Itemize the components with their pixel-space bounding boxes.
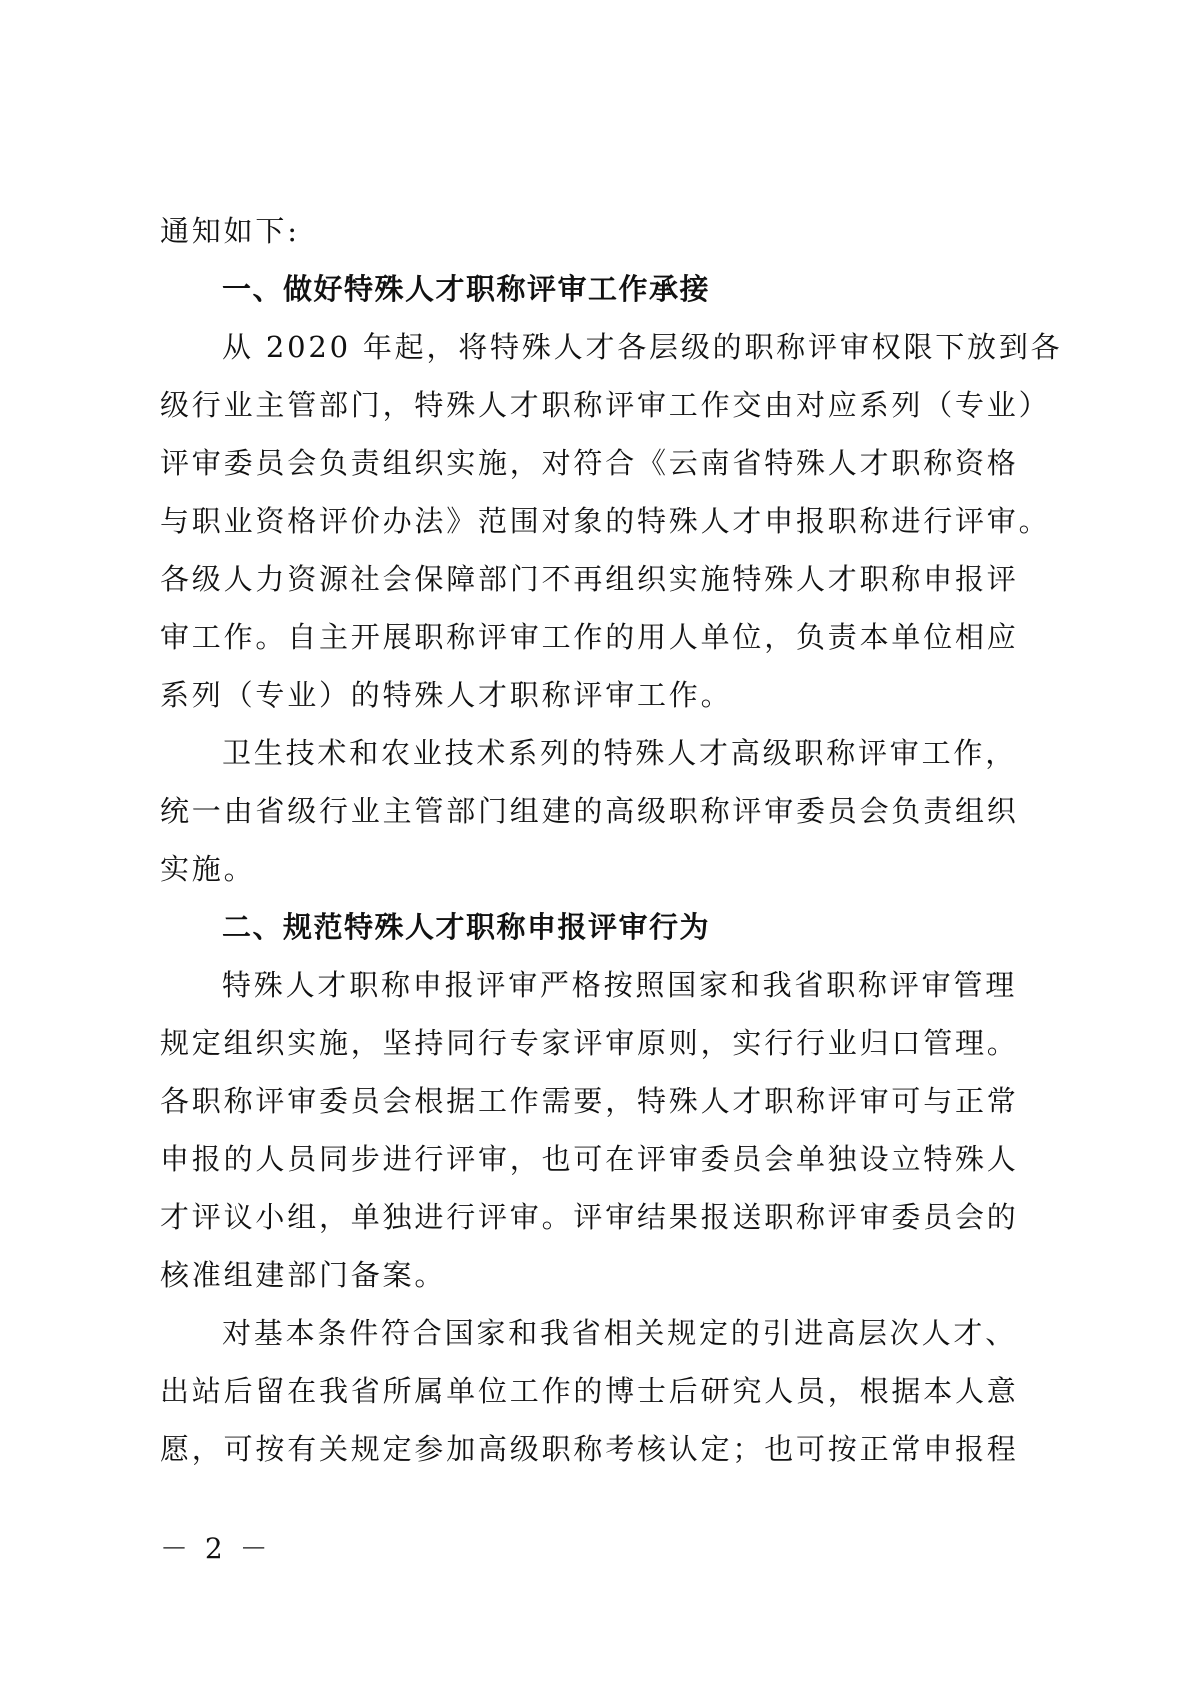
document-body (160, 202, 1063, 1478)
page-number: － 2 － (160, 1532, 272, 1565)
paragraph-line: 统一由省级行业主管部门组建的高级职称评审委员会负责组织 (160, 794, 1019, 828)
paragraph-line: 级行业主管部门，特殊人才职称评审工作交由对应系列（专业） (160, 388, 1051, 422)
paragraph-line: 各级人力资源社会保障部门不再组织实施特殊人才职称申报评 (160, 562, 1019, 596)
paragraph-line: 系列（专业）的特殊人才职称评审工作。 (160, 678, 733, 712)
paragraph-line: 从 2020 年起，将特殊人才各层级的职称评审权限下放到各 (222, 330, 1063, 364)
paragraph-line: 各职称评审委员会根据工作需要，特殊人才职称评审可与正常 (160, 1084, 1019, 1118)
section-heading-2: 二、规范特殊人才职称申报评审行为 (222, 910, 711, 944)
paragraph-line: 实施。 (160, 852, 256, 886)
paragraph-line: 核准组建部门备案。 (160, 1258, 447, 1292)
paragraph-line: 审工作。自主开展职称评审工作的用人单位，负责本单位相应 (160, 620, 1019, 654)
paragraph-line: 对基本条件符合国家和我省相关规定的引进高层次人才、 (222, 1316, 1018, 1350)
paragraph-line: 与职业资格评价办法》范围对象的特殊人才申报职称进行评审。 (160, 504, 1051, 538)
paragraph-line: 愿，可按有关规定参加高级职称考核认定；也可按正常申报程 (160, 1432, 1019, 1466)
paragraph-line: 规定组织实施，坚持同行专家评审原则，实行行业归口管理。 (160, 1026, 1019, 1060)
section-heading-1: 一、做好特殊人才职称评审工作承接 (222, 272, 711, 306)
body-line-notice: 通知如下: (160, 214, 300, 248)
paragraph-line: 才评议小组，单独进行评审。评审结果报送职称评审委员会的 (160, 1200, 1019, 1234)
paragraph-line: 评审委员会负责组织实施，对符合《云南省特殊人才职称资格 (160, 446, 1019, 480)
paragraph-line: 出站后留在我省所属单位工作的博士后研究人员，根据本人意 (160, 1374, 1019, 1408)
paragraph-line: 卫生技术和农业技术系列的特殊人才高级职称评审工作， (222, 736, 1018, 770)
paragraph-line: 特殊人才职称申报评审严格按照国家和我省职称评审管理 (222, 968, 1018, 1002)
paragraph-line: 申报的人员同步进行评审，也可在评审委员会单独设立特殊人 (160, 1142, 1019, 1176)
